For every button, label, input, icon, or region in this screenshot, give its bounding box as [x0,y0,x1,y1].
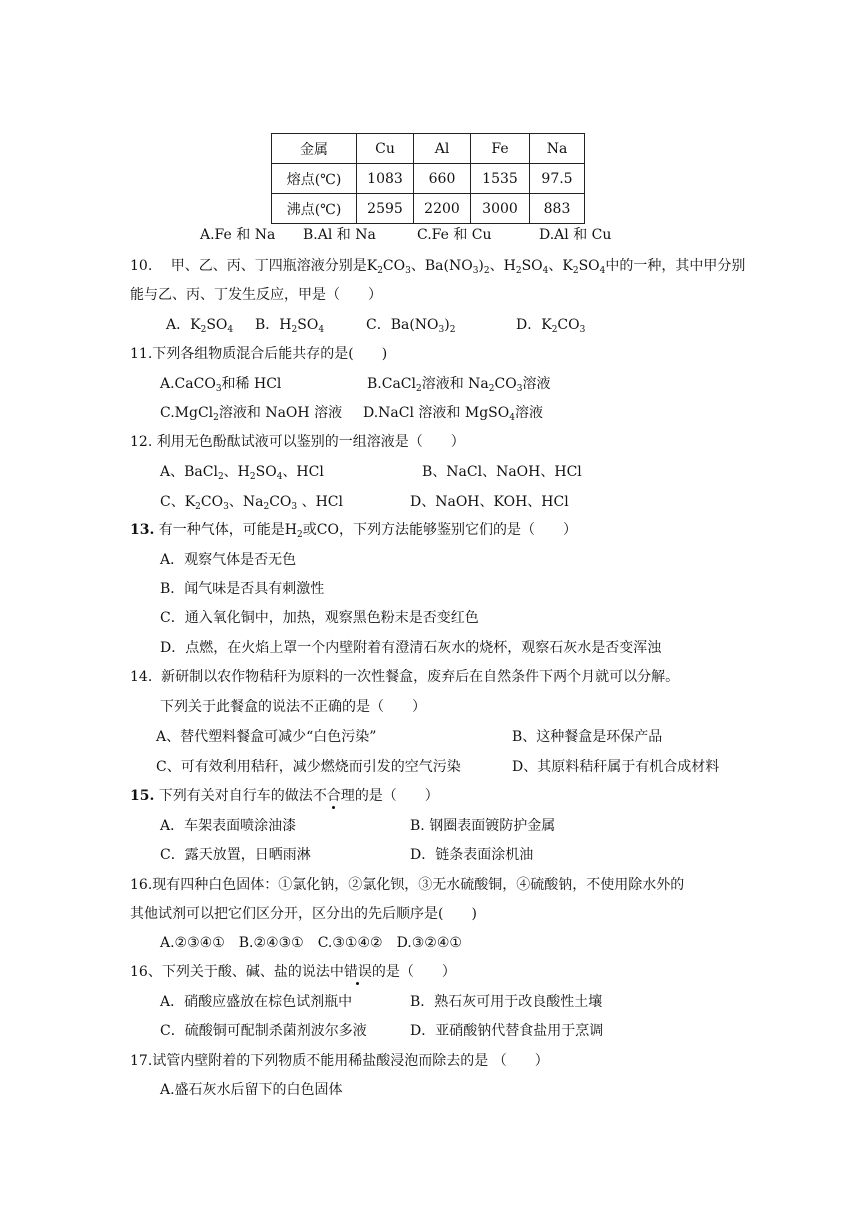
table-cell: 660 [414,164,471,194]
option-c: C.MgCl$_2$溶液和 NaOH 溶液 [160,405,343,423]
option-d: D．亚硝酸钠代替食盐用于烹调 [410,1023,604,1039]
option-d: D.NaCl 溶液和 MgSO$_4$溶液 [363,405,543,423]
option-a: A.CaCO$_3$和稀 HCl [160,376,282,394]
option-a: A．观察气体是否无色 [160,552,297,568]
option-d: D、NaOH、KOH、HCl [410,494,569,510]
question-stem: 11.下列各组物质混合后能共存的是( ) [130,346,388,362]
option-a: A.Fe 和 Na [200,227,276,243]
option-c: C、可有效利用秸秆，减少燃烧而引发的空气污染 [156,759,461,775]
table-header-row [272,134,585,164]
question-stem: 17.试管内壁附着的下列物质不能用稀盐酸浸泡而除去的是 （ ） [130,1053,549,1069]
option-b: B．闻气味是否具有刺激性 [160,581,325,597]
table-row [272,194,585,224]
option-d: D．链条表面涂机油 [410,847,534,863]
question-stem: 15. 下列有关对自行车的做法不合理的是（ ） [130,788,439,804]
table-cell: Fe [471,134,530,164]
option-a: A．车架表面喷涂油漆 [160,818,297,834]
table-cell: 97.5 [530,164,585,194]
option-b: B.CaCl$_2$溶液和 $Na_2CO_3$溶液 [367,376,551,394]
question-stem: 14. 新研制以农作物秸秆为原料的一次性餐盒，废弃后在自然条件下两个月就可以分解。 [130,669,680,685]
table-cell: Cu [357,134,414,164]
option-d: D．点燃，在火焰上罩一个内壁附着有澄清石灰水的烧杯，观察石灰水是否变浑浊 [160,640,662,656]
melting-point-table [271,133,585,224]
table-cell: 3000 [471,194,530,224]
option-b: B．熟石灰可用于改良酸性土壤 [410,994,603,1010]
option-a: A、替代塑料餐盒可减少“白色污染” [156,729,377,745]
table-cell: 2200 [414,194,471,224]
question-number: 10. [130,258,153,274]
table-cell: 2595 [357,194,414,224]
table-cell: Na [530,134,585,164]
question-number: 15. [130,788,155,804]
option-c: C．硫酸铜可配制杀菌剂波尔多液 [160,1023,367,1039]
emphasis-text: 不合理 [312,788,355,804]
table-cell: 883 [530,194,585,224]
option-a: A．$K_2SO_4$ [166,317,234,335]
table-cell: 1083 [357,164,414,194]
option-c: C．通入氧化铜中，加热，观察黑色粉末是否变红色 [160,610,479,626]
question-stem: 16、下列关于酸、碱、盐的说法中错误的是（ ） [130,964,456,980]
option-a: A．硝酸应盛放在棕色试剂瓶中 [160,994,353,1010]
option-list: A.②③④① B.②④③① C.③①④② D.③②④① [160,935,462,951]
option-b: B.Al 和 Na [303,227,376,243]
question-stem-cont: 下列关于此餐盒的说法不正确的是（ ） [160,699,426,715]
table-row [272,164,585,194]
option-c: C．$Ba(NO_3)_2$ [366,317,456,335]
option-c: C．露天放置，日晒雨淋 [160,847,311,863]
question-stem: 16.现有四种白色固体：①氯化钠，②氯化钡，③无水硫酸铜，④硫酸钠，不使用除水外的 [130,877,685,893]
emphasis-text: 错误 [343,964,372,980]
option-d: D.Al 和 Cu [539,227,612,243]
table-cell: 沸点(℃) [272,194,357,224]
question-stem: 12. 利用无色酚酞试液可以鉴别的一组溶液是（ ） [130,434,465,450]
option-b: B、NaCl、NaOH、HCl [422,464,582,480]
question-stem: 13. 有一种气体，可能是$H_2$或CO，下列方法能够鉴别它们的是（ ） [130,522,577,540]
option-a: A.盛石灰水后留下的白色固体 [160,1082,343,1098]
option-d: D、其原料秸秆属于有机合成材料 [512,759,720,775]
question-stem-cont: 其他试剂可以把它们区分开，区分出的先后顺序是( ) [130,906,477,922]
table-cell: 熔点(℃) [272,164,357,194]
table-cell: 1535 [471,164,530,194]
option-b: B．$H_2SO_4$ [255,317,325,335]
option-d: D．$K_2CO_3$ [516,317,586,335]
question-stem: 10. 甲、乙、丙、丁四瓶溶液分别是$K_2CO_3$、$Ba(NO_3)_2$、$H_2SO_4$、$K_2SO_4$中的一种，其中甲分别 [130,258,746,276]
option-b: B、这种餐盒是环保产品 [512,729,663,745]
option-c: C.Fe 和 Cu [417,227,492,243]
question-number: 13. [130,522,155,538]
question-stem-cont: 能与乙、丙、丁发生反应，甲是（ ） [130,287,382,303]
table-cell: Al [414,134,471,164]
option-b: B. 钢圈表面镀防护金属 [410,818,556,834]
option-a: A、BaCl$_2$、$H_2SO_4$、HCl [160,464,324,482]
table-cell: 金属 [272,134,357,164]
option-c: C、$K_2CO_3$、$Na_2CO_3$ 、HCl [160,494,343,512]
